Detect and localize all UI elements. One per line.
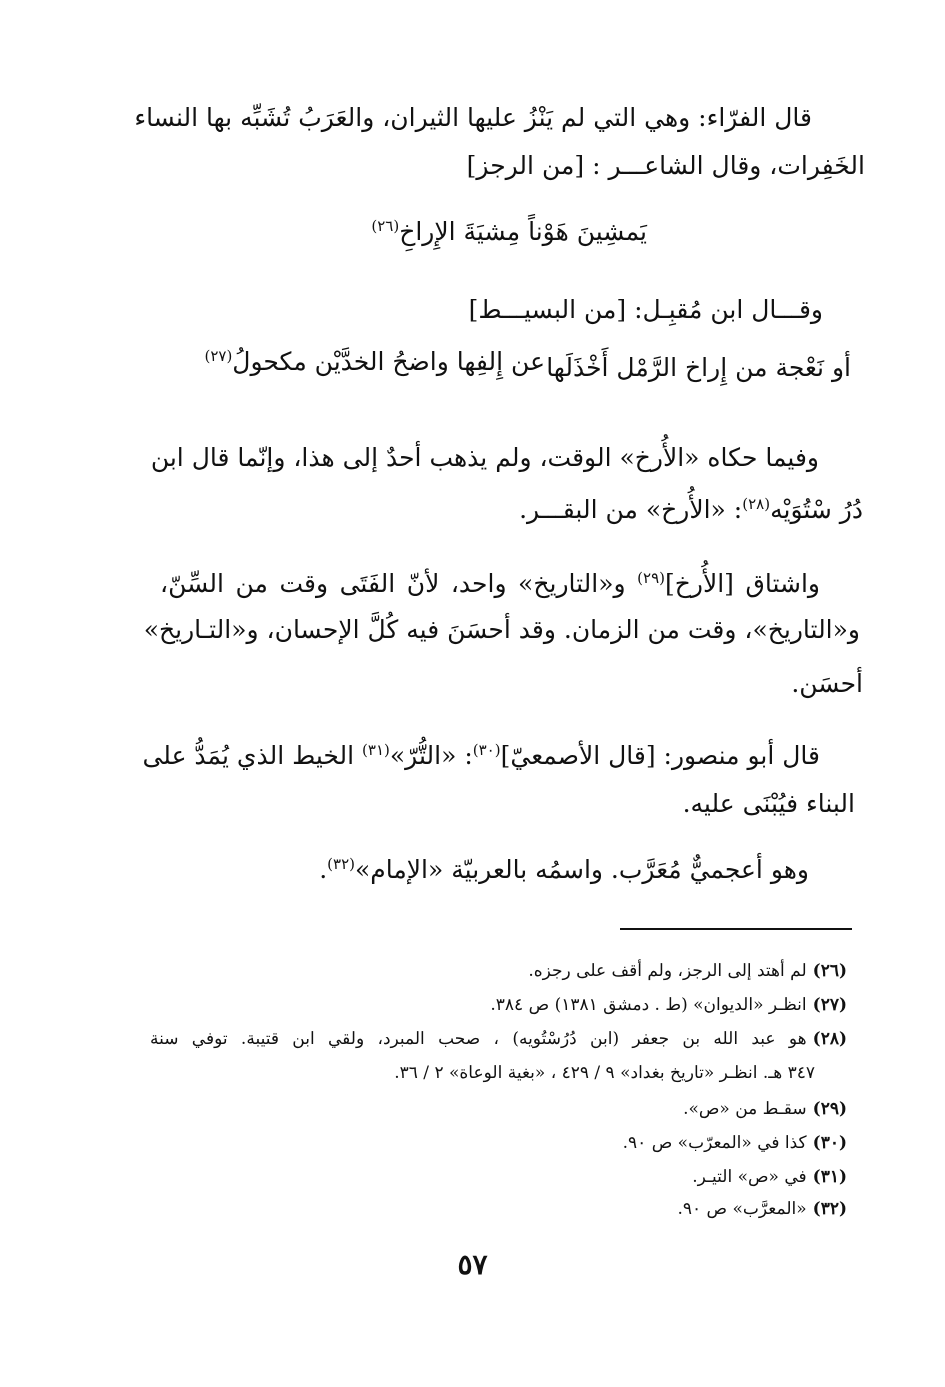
paragraph-3-line-2	[519, 486, 863, 528]
paragraph-4-line-1-b: و«التاريخ» واحد، لأنّ الفَتَى وقت من السِّنّ،	[160, 569, 638, 598]
paragraph-3-line-2-text: : «الأُرخ» من البقـــر.	[519, 495, 743, 524]
paragraph-6	[319, 846, 809, 888]
paragraph-5-line-2: البناء فيُبْنَى عليه.	[682, 789, 855, 818]
paragraph-5-line-1-b: : «التُّرّ»	[389, 741, 473, 770]
footnote-text: لم أهتد إلى الرجز، ولم أقف على رجزه.	[528, 961, 807, 981]
footnote-29	[683, 1096, 847, 1122]
footnote-text: هو عبد الله بن جعفر (ابن دُرُسْتُويه) ، صحب المبرد، ولقي ابن قتيبة. توفي سنة	[150, 1029, 807, 1049]
verse-2-right-hemistich: أو نَعْجة من إِراخ الرَّمْل أَخْذَلَها	[546, 353, 851, 382]
footnote-ref-28: (٢٨)	[742, 495, 771, 513]
paragraph-4-line-3: أحسَن.	[791, 669, 863, 698]
footnote-32	[677, 1196, 847, 1222]
footnote-ref-27: (٢٧)	[204, 347, 233, 365]
paragraph-1-line-1: قال الفرّاء: وهي التي لم يَنْزُ عليها الثيران، والعَرَبُ تُشَبِّه بها النساء	[134, 103, 812, 132]
footnote-28-continued	[394, 1060, 815, 1086]
footnote-text: كذا في «المعرّب» ص ٩٠.	[622, 1133, 807, 1153]
footnote-number: (٢٦)	[812, 961, 847, 981]
footnote-text: انظـر «الديوان» (ط . دمشق ١٣٨١) ص ٣٨٤.	[490, 995, 807, 1015]
footnote-separator	[620, 928, 852, 930]
footnote-ref-31: (٣١)	[362, 741, 390, 759]
paragraph-6-text: وهو أعجميٌّ مُعَرَّب. واسمُه بالعربيّة «الإمام»	[355, 855, 809, 884]
page-number: ٥٧	[457, 1248, 488, 1281]
paragraph-4-line-2: و«التاريخ»، وقت من الزمان. وقد أحسَنَ فيه كُلَّ الإحسان، و«التـاريخ»	[143, 615, 860, 644]
footnote-number: (٣٠)	[812, 1133, 847, 1153]
footnote-text: ٣٤٧ هـ. انظـر «تاريخ بغداد» ٩ / ٤٢٩ ، «بغية الوعاة» ٢ / ٣٦.	[394, 1063, 815, 1083]
footnote-number: (٢٩)	[812, 1099, 847, 1119]
footnote-number: (٣٢)	[812, 1199, 847, 1219]
verse-1-text: يَمشِينَ هَوْناً مِشيَةَ الإِراخِ	[399, 217, 647, 246]
verse-1	[371, 208, 647, 250]
paragraph-5-line-1	[142, 732, 820, 774]
footnote-30	[623, 1130, 847, 1156]
paragraph-4-line-1	[160, 560, 820, 602]
footnote-number: (٣١)	[812, 1167, 847, 1187]
paragraph-3-line-1: وفيما حكاه «الأُرخ» الوقت، ولم يذهب أحدٌ إلى هذا، وإنّما قال ابن	[150, 443, 819, 472]
paragraph-2-intro: وقـــال ابن مُقبِـل: [من البسيـــط]	[468, 295, 823, 324]
footnote-ref-30: (٣٠)	[472, 741, 501, 759]
footnote-ref-26: (٢٦)	[371, 217, 400, 235]
paragraph-5-line-1-a: قال أبو منصور: [قال الأصمعيّ]	[500, 741, 820, 770]
verse-2-left-text: عن إِلفِها واضحُ الخدَّيْن مكحولُ	[232, 347, 545, 376]
paragraph-6-end: .	[319, 855, 328, 884]
footnote-number: (٢٨)	[812, 1029, 847, 1049]
verse-2-left-hemistich	[204, 338, 545, 380]
footnote-ref-32: (٣٢)	[327, 855, 356, 873]
footnote-31	[692, 1164, 847, 1190]
footnote-text: في «ص» التيـر.	[692, 1167, 807, 1187]
footnote-text: سقـط من «ص».	[683, 1099, 807, 1119]
paragraph-4-line-1-a: واشتاق [الأُرخ]	[665, 569, 820, 598]
paragraph-5-line-1-c: الخيط الذي يُمَدُّ على	[142, 741, 363, 770]
ibn-durustawayh: دُرُ سْتُوَيْه	[770, 495, 863, 524]
footnote-28	[150, 1026, 847, 1052]
footnote-text: «المعرَّب» ص ٩٠.	[677, 1199, 807, 1219]
paragraph-1-line-2: الخَفِرات، وقال الشاعـــر : [من الرجز]	[466, 151, 865, 180]
footnote-27	[490, 992, 847, 1018]
footnote-26	[528, 958, 847, 984]
footnote-number: (٢٧)	[812, 995, 847, 1015]
footnote-ref-29: (٢٩)	[637, 569, 666, 587]
